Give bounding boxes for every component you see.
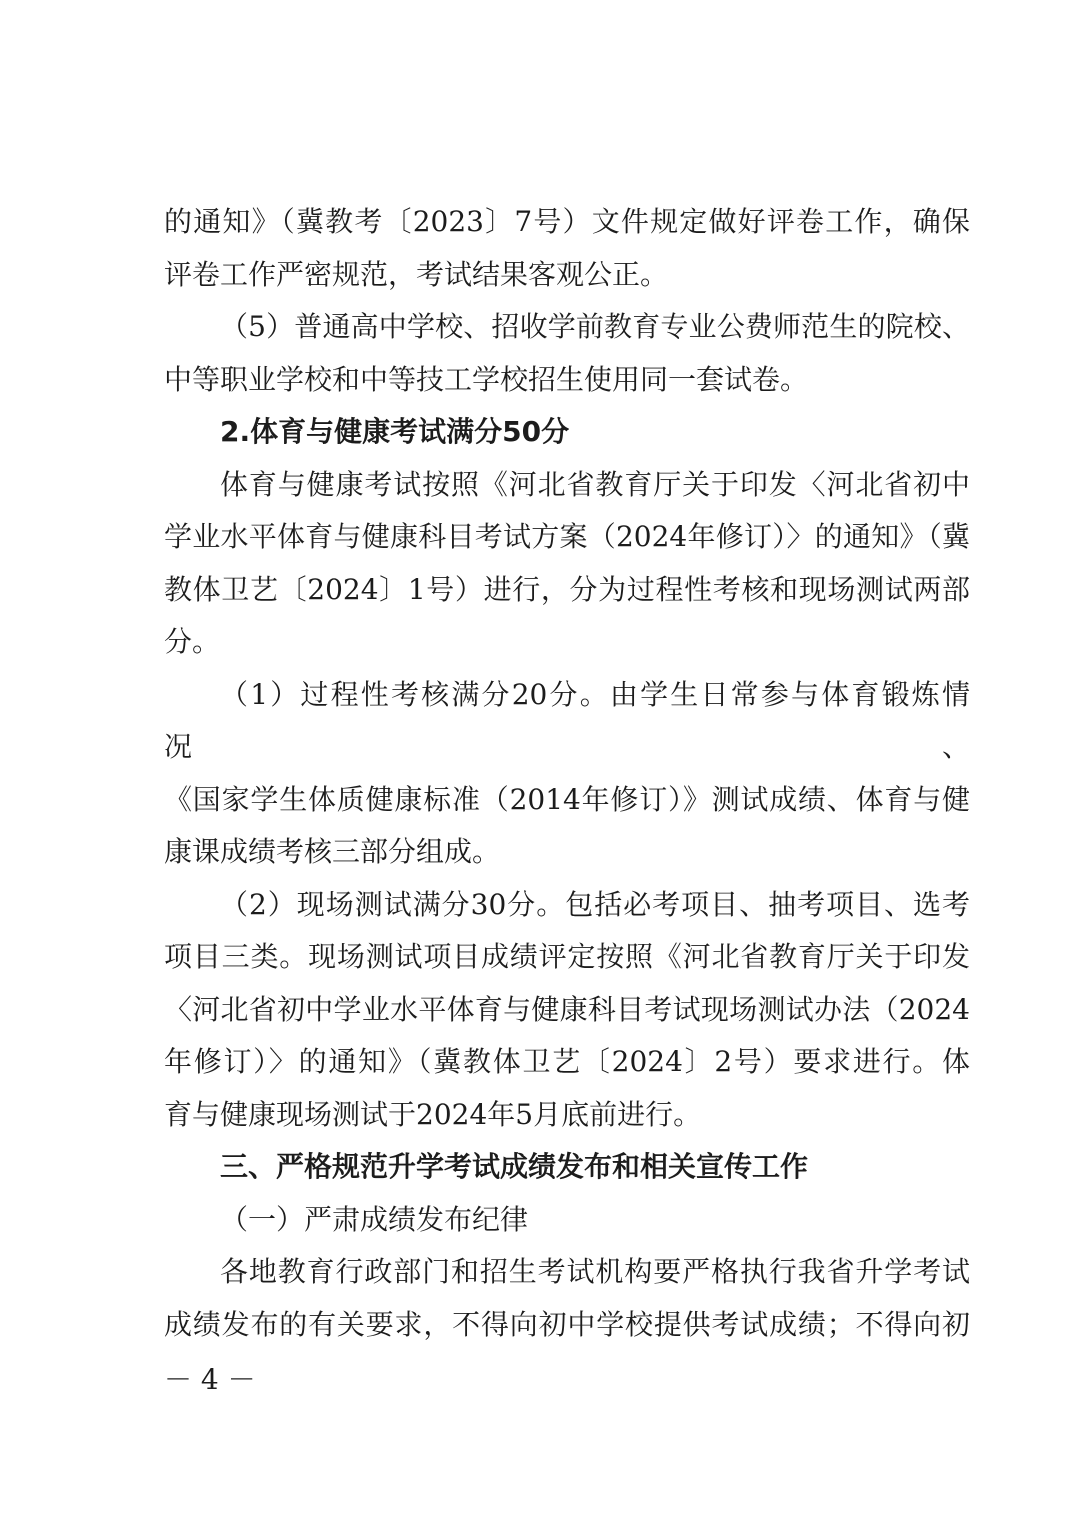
document-body bbox=[164, 196, 970, 1351]
paragraph-line: 育与健康现场测试于2024年5月底前进行。 bbox=[164, 1097, 702, 1131]
paragraph-line: 学业水平体育与健康科目考试方案（2024年修订）〉的通知》（冀 bbox=[164, 520, 970, 553]
paragraph-line: 各地教育行政部门和招生考试机构要严格执行我省升学考试 bbox=[220, 1255, 970, 1288]
subsection-heading: （一）严肃成绩发布纪律 bbox=[220, 1202, 529, 1236]
paragraph-line: 中等职业学校和中等技工学校招生使用同一套试卷。 bbox=[164, 362, 809, 396]
paragraph-line: （5）普通高中学校、招收学前教育专业公费师范生的院校、 bbox=[220, 310, 970, 343]
paragraph-line: 康课成绩考核三部分组成。 bbox=[164, 835, 501, 868]
paragraph-line: （2）现场测试满分30分。包括必考项目、抽考项目、选考 bbox=[220, 887, 970, 921]
paragraph-line: 〈河北省初中学业水平体育与健康科目考试现场测试办法（2024 bbox=[164, 992, 970, 1026]
paragraph-line: 评卷工作严密规范，考试结果客观公正。 bbox=[164, 257, 669, 291]
section-heading: 2.体育与健康考试满分50分 bbox=[220, 415, 570, 448]
paragraph-line: 分。 bbox=[164, 625, 221, 658]
page-number: － 4 － bbox=[164, 1363, 256, 1396]
paragraph-line: 《国家学生体质健康标准（2014年修订）》测试成绩、体育与健 bbox=[164, 782, 970, 816]
paragraph-line: 教体卫艺〔2024〕1号）进行，分为过程性考核和现场测试两部 bbox=[164, 572, 970, 606]
paragraph-line: 的通知》（冀教考〔2023〕7号）文件规定做好评卷工作，确保 bbox=[164, 205, 970, 238]
paragraph-line: 成绩发布的有关要求，不得向初中学校提供考试成绩；不得向初 bbox=[164, 1307, 970, 1341]
paragraph-line: （1）过程性考核满分20分。由学生日常参与体育锻炼情况、 bbox=[164, 677, 970, 763]
section-heading: 三、严格规范升学考试成绩发布和相关宣传工作 bbox=[220, 1150, 809, 1183]
paragraph-line: 项目三类。现场测试项目成绩评定按照《河北省教育厅关于印发 bbox=[164, 940, 970, 973]
paragraph-line: 体育与健康考试按照《河北省教育厅关于印发〈河北省初中 bbox=[220, 467, 970, 501]
paragraph-line: 年修订）〉的通知》（冀教体卫艺〔2024〕2号）要求进行。体 bbox=[164, 1045, 970, 1078]
